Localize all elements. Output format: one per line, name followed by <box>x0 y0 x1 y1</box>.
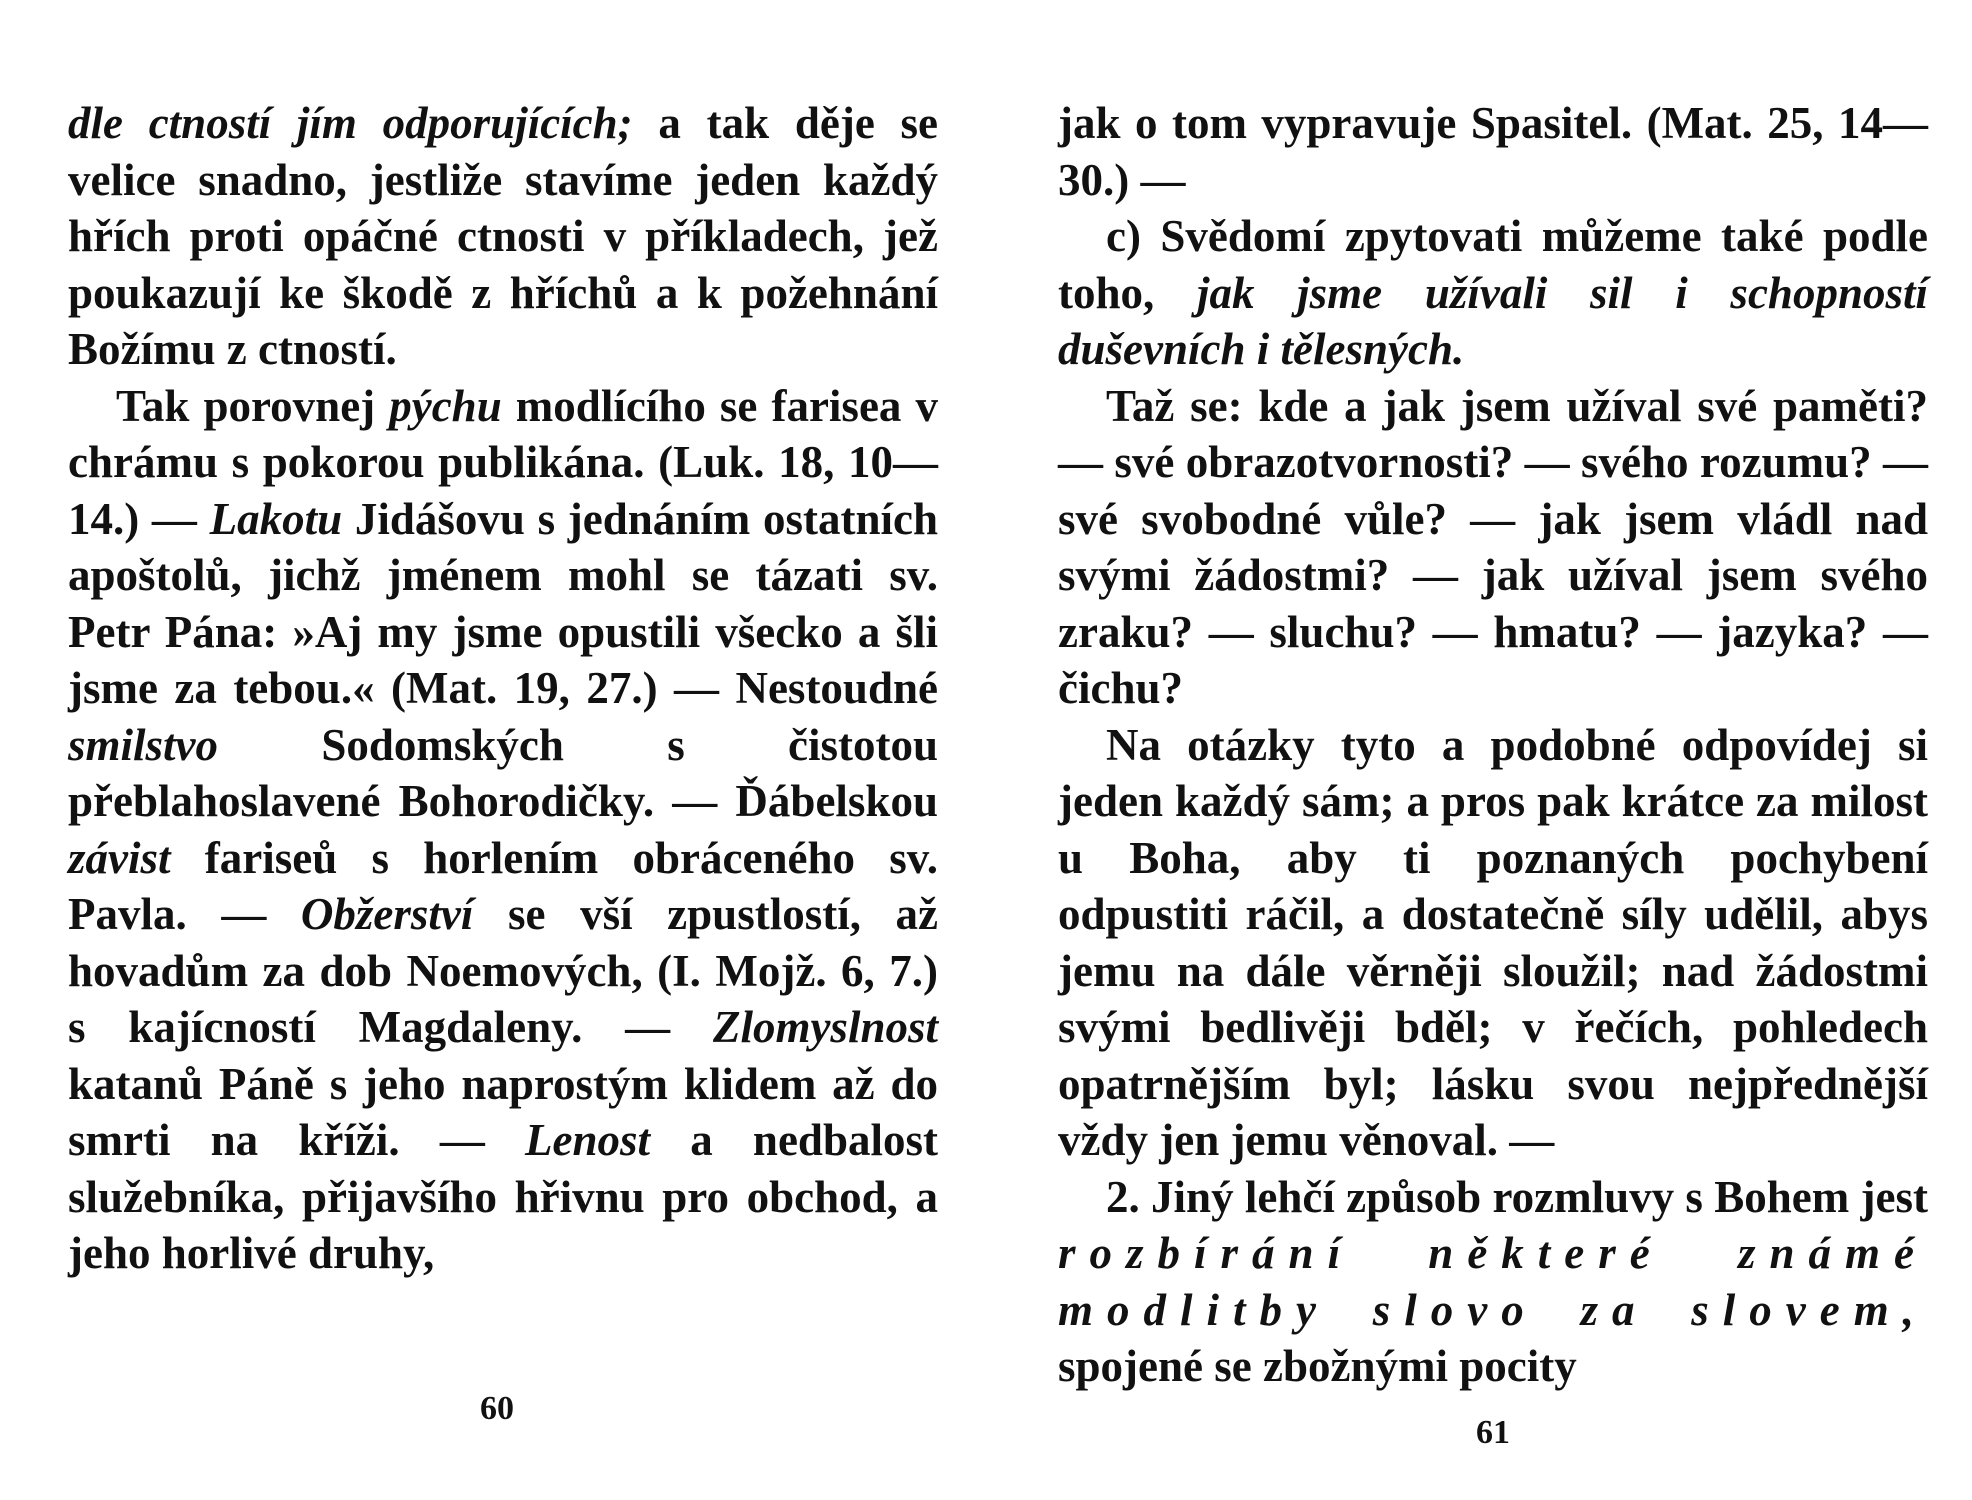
italic-emphasis: Lenost <box>525 1115 651 1165</box>
text-run: Tak porovnej <box>116 380 390 431</box>
paragraph <box>1058 208 1928 378</box>
paragraph <box>68 378 938 1282</box>
text-run: a tak děje se velice snadno, jestliže stavíme jeden každý hřích proti opáčné ctnosti v příkladech, jež poukazují ke škodě z hříchů a k požehnání Božímu z ctností. <box>68 98 938 374</box>
italic-emphasis: Zlomyslnost <box>712 1002 938 1052</box>
italic-emphasis: pýchu <box>389 380 502 431</box>
italic-emphasis: Obžerství <box>300 889 474 939</box>
text-run: modlícího se farisea v chrámu s pokorou publikána. (Luk. 18, 10—14.) — <box>68 380 938 544</box>
right-page <box>1058 95 1928 1395</box>
text-run: katanů Páně s jeho naprostým klidem až do smrti na kříži. — <box>68 1058 938 1165</box>
italic-emphasis: dle ctností jím odporujících; <box>68 98 633 148</box>
text-run: Jidášovu s jednáním ostatních apoštolů, jichž jménem mohl se tázati sv. Petr Pána: »Aj my jsme opustili všecko a šli jsme za tebou.« (Mat. 19, 27.) — Nestoudné <box>68 493 938 713</box>
text-run: spojené se zbožnými pocity <box>1058 1341 1577 1391</box>
left-page <box>68 95 938 1282</box>
italic-emphasis: smilstvo <box>68 719 219 770</box>
spaced-emphasis: rozbírání některé známé modlitby slovo za slovem, <box>1058 1228 1928 1335</box>
paragraph <box>68 95 938 378</box>
italic-emphasis: závist <box>68 832 171 883</box>
text-run: a nedbalost služebníka, přijavšího hřivnu pro obchod, a jeho horlivé druhy, <box>68 1115 938 1278</box>
italic-emphasis: jak jsme užívali sil i schopností duševních i tělesných. <box>1058 267 1928 374</box>
text-run: se vší zpustlostí, až hovadům za dob Noemových, (I. Mojž. 6, 7.) s kajícností Magdaleny. — <box>68 889 939 1052</box>
text-run: jak o tom vypravuje Spasitel. (Mat. 25, 14—30.) — <box>1058 98 1928 205</box>
italic-emphasis: Lakotu <box>209 493 343 544</box>
left-page-text <box>68 95 938 1282</box>
text-run: fariseů s horlením obráceného sv. Pavla. — <box>68 832 938 939</box>
text-run: c) Svědomí zpytovati můžeme také podle toho, <box>1058 211 1928 318</box>
page-number: 60 <box>480 1390 514 1427</box>
text-run: Taž se: kde a jak jsem užíval své paměti? — své obrazotvornosti? — svého rozumu? — své svobodné vůle? — jak jsem vládl nad svými žádostmi? — jak užíval jsem svého zraku? — sluchu? — hmatu? — jazyka? — čichu? <box>1058 380 1928 713</box>
text-run: Na otázky tyto a podobné odpovídej si jeden každý sám; a pros pak krátce za milost u Boha, aby ti poznaných pochybení odpustiti ráčil, a dostatečně síly udělil, abys jemu na dále věrněji sloužil; nad žádostmi svými bedlivěji bděl; v řečích, pohledech opatrnějším byl; lásku svou nejpřednější vždy jen jemu věnoval. — <box>1058 719 1928 1165</box>
text-run: Sodomských s čistotou přeblahoslavené Bohorodičky. — Ďábelskou <box>68 719 938 826</box>
text-run: 2. Jiný lehčí způsob rozmluvy s Bohem jest <box>1106 1171 1928 1222</box>
paragraph <box>1058 95 1928 208</box>
paragraph <box>1058 717 1928 1169</box>
right-page-text <box>1058 95 1928 1395</box>
paragraph <box>1058 1169 1928 1395</box>
page-number: 61 <box>1476 1414 1510 1451</box>
paragraph <box>1058 378 1928 717</box>
